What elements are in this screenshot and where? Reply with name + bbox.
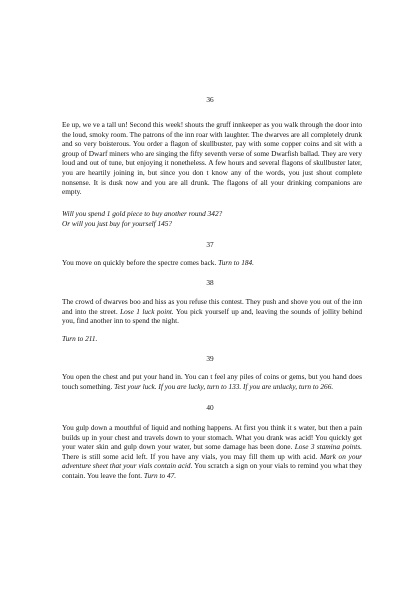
text-run: Test your luck. If you are lucky, turn to 133. If you are unlucky, turn to 266.: [114, 381, 334, 391]
section-40-text: [62, 423, 362, 481]
text-run: Lose 1 luck point.: [120, 306, 174, 316]
text-run: You scratch a sign on your vials to remind you what they contain. You leave the font.: [62, 461, 362, 480]
section-38-text: [62, 297, 362, 326]
section-36-text: [62, 120, 362, 197]
section-38-turn: [62, 334, 362, 344]
section-36-choice-1: [62, 209, 362, 219]
section-number-36: 36: [206, 95, 214, 104]
section-36-choice-2: [62, 219, 362, 229]
text-run: Turn to 184.: [218, 258, 254, 267]
text-run: The crowd of dwarves boo and hiss as you refuse this contest. They push and shove you out of the inn and into the street.: [62, 297, 362, 316]
text-run: Lose 3 stamina points.: [294, 442, 363, 452]
text-run: Turn to 47.: [143, 470, 177, 480]
section-number-39: 39: [206, 354, 214, 363]
text-run: Mark on your adventure sheet that your vials contain acid.: [62, 451, 362, 471]
text-run: Or will you just buy for yourself 145?: [62, 219, 173, 228]
text-run: Will you spend 1 gold piece to buy another round 342?: [62, 209, 223, 218]
section-number-37: 37: [206, 240, 214, 249]
text-run: You open the chest and put your hand in. You can t feel any piles of coins or gems, but you hand does touch something.: [62, 372, 362, 391]
text-run: There is still some acid left. If you have any vials, you may fill them up with acid.: [62, 451, 320, 461]
text-run: Ee up, we ve a tall un! Second this week! shouts the gruff innkeeper as you walk through the door into the loud, smoky room. The patrons of the inn roar with laughter. The dwarves are all completely drunk and so very boisterous. You order a flagon of skullbuster, pay with some copper coins and sit with a group of Dwarf miners who are singing the fifty seventh verse of some Dwarfish ballad. They are very loud and out of tune, but enjoying it nonetheless. A few hours and several flagons of skullbuster later, you are heartily joining in, but since you don t know any of the words, you just shout complete nonsense. It is dusk now and you are all drunk. The flagons of all your drinking companions are empty.: [62, 120, 362, 197]
section-39-text: [62, 372, 362, 391]
text-run: You gulp down a mouthful of liquid and nothing happens. At first you think it s water, but then a pain builds up in your chest and travels down to your stomach. What you drank was acid! You quickly get your water skin and gulp down your water, but some damage has been done.: [62, 423, 362, 452]
section-number-40: 40: [206, 403, 214, 412]
text-run: Turn to 211.: [62, 334, 98, 343]
text-run: You move on quickly before the spectre comes back.: [62, 258, 219, 267]
text-run: You pick yourself up and, leaving the sounds of jollity behind you, find another inn to spend the night.: [62, 306, 362, 326]
section-37-text: [62, 258, 362, 268]
section-number-38: 38: [206, 278, 214, 287]
